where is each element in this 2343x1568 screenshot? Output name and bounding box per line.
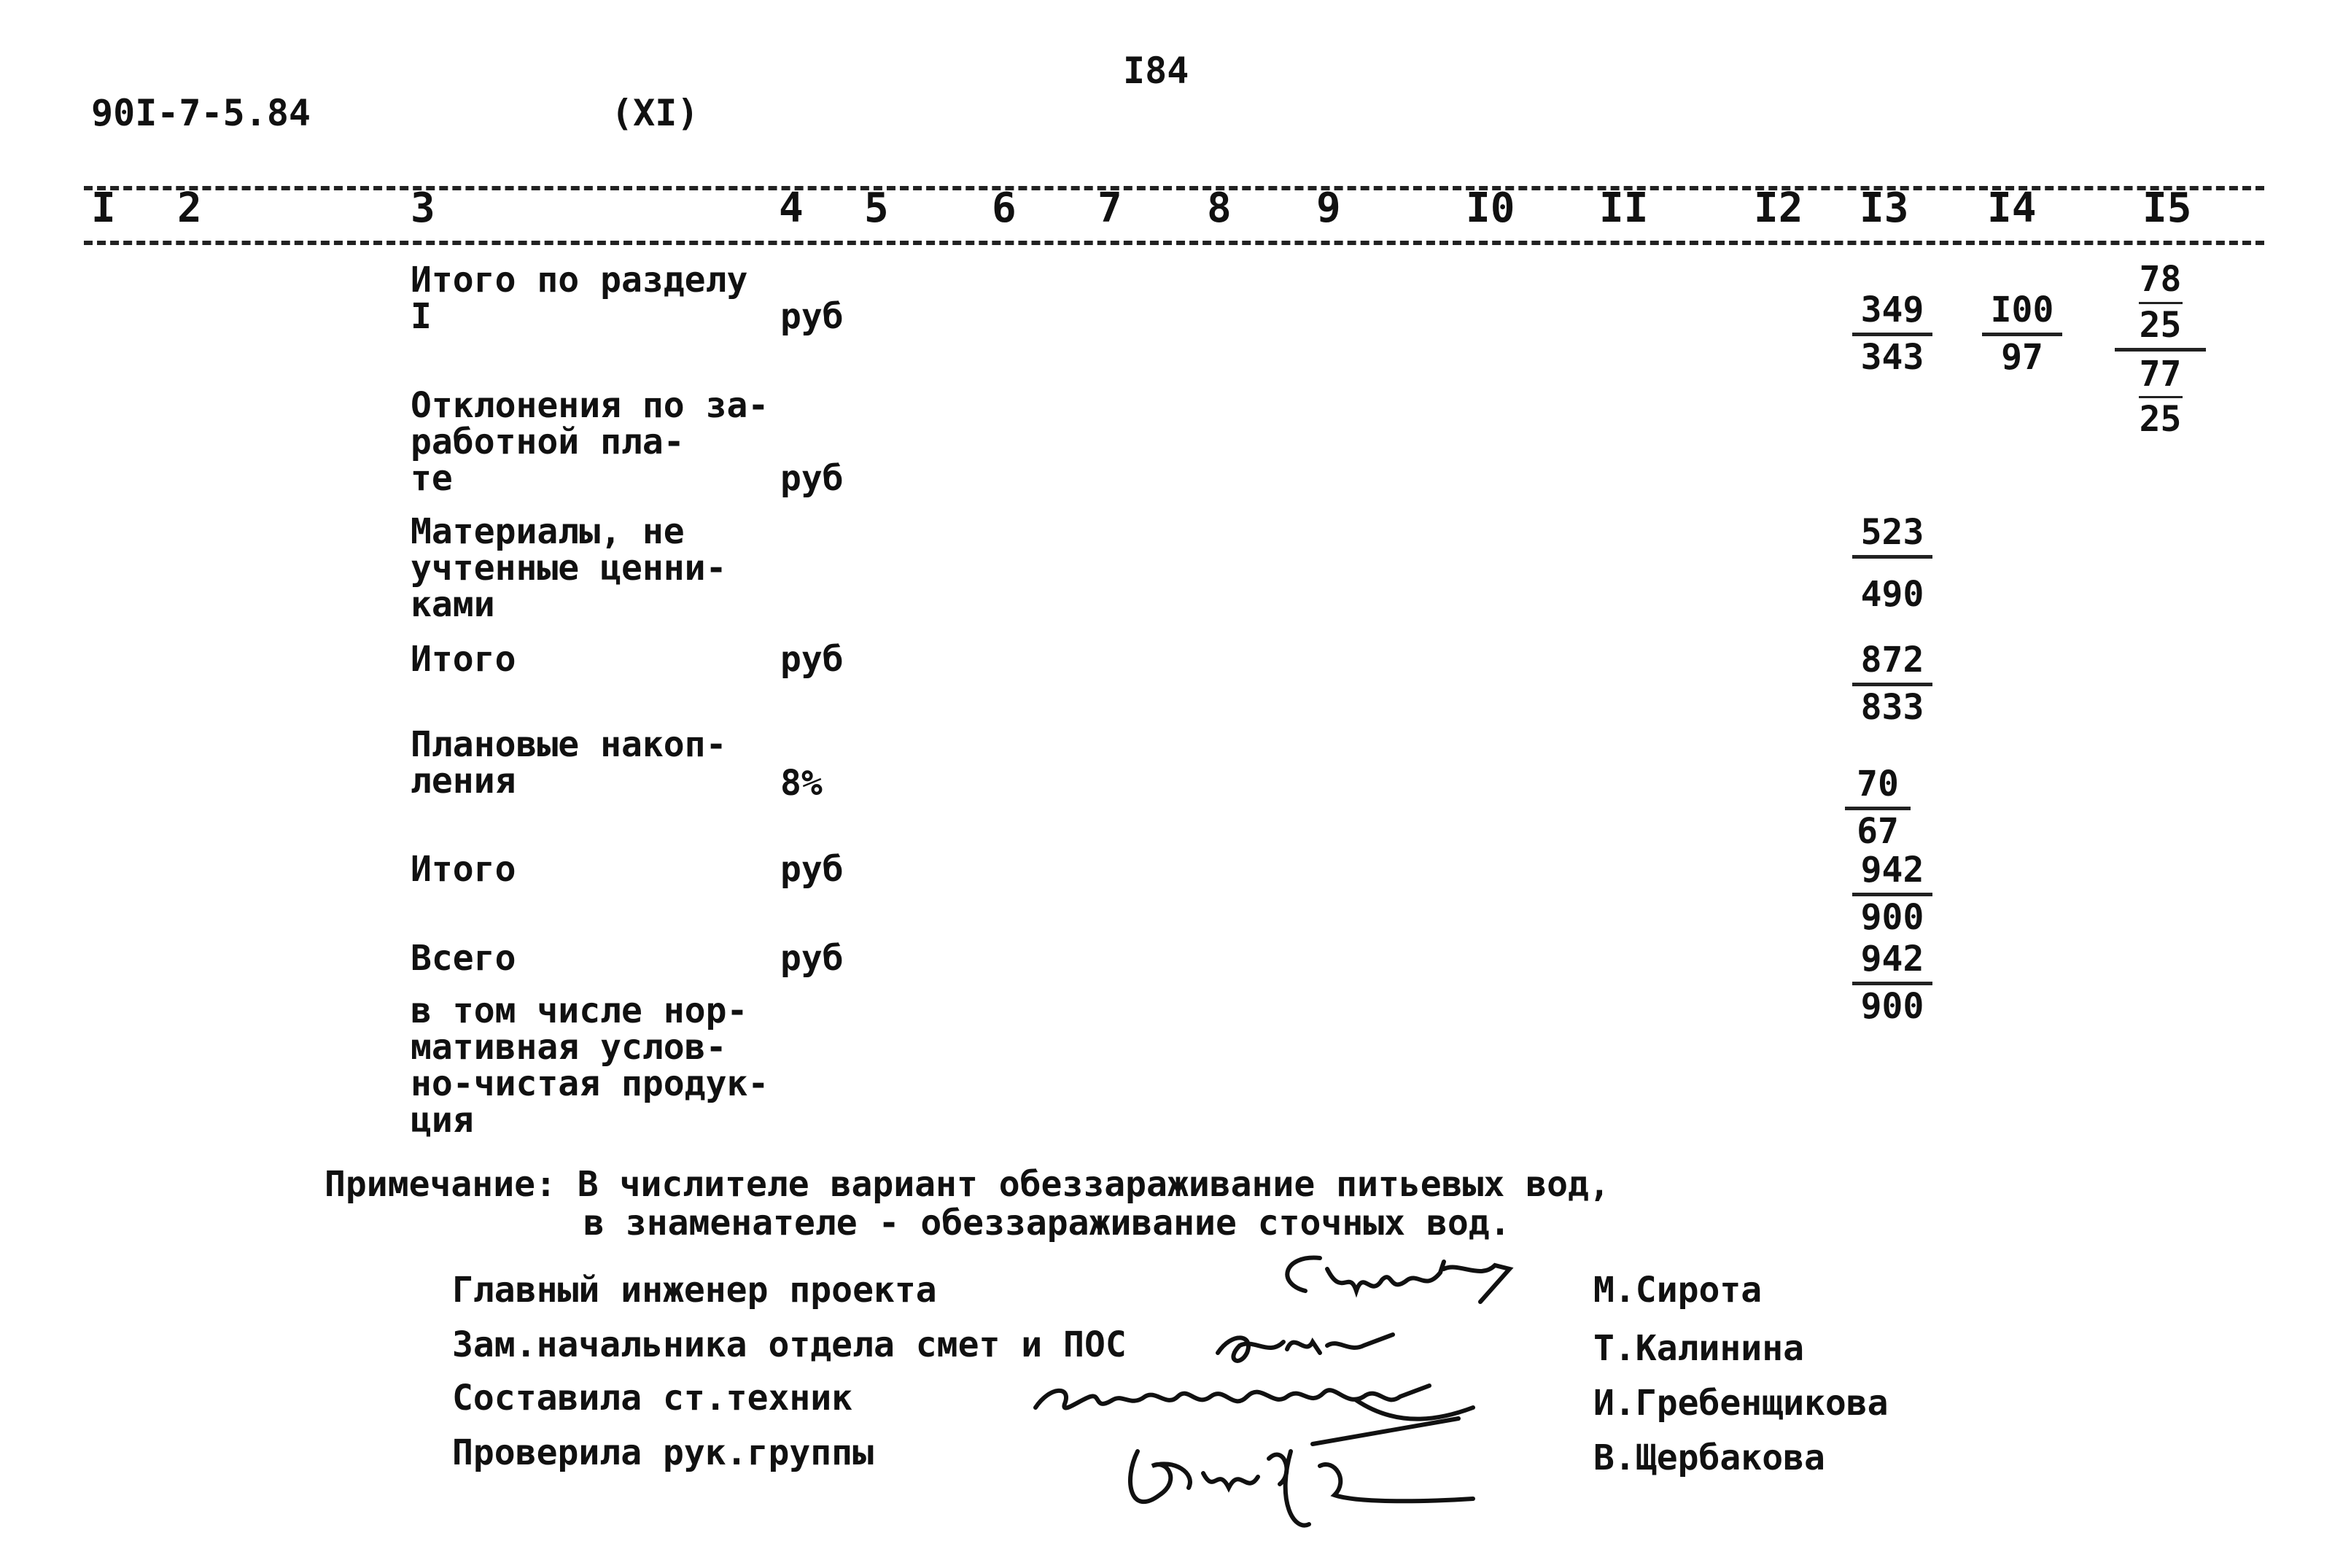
document-code: 90I-7-5.84: [91, 92, 311, 134]
col-1: I: [91, 185, 116, 232]
note-line-2: в знаменателе - обеззараживание сточных вод.: [583, 1203, 1511, 1243]
row-label: Итого: [411, 849, 516, 890]
numerator: 78: [2139, 261, 2183, 304]
row-label: ления: [411, 761, 516, 802]
value-col15: [2115, 261, 2206, 439]
numerator: 872: [1852, 642, 1932, 686]
row-subtotal-1: [411, 639, 516, 680]
numerator: I00: [1982, 292, 2062, 336]
signature-role: Составила ст.техник: [452, 1378, 853, 1418]
row-unit: руб: [780, 296, 844, 337]
row-label: ками: [411, 584, 495, 625]
col-6: 6: [992, 185, 1017, 232]
row-unit: руб: [780, 849, 844, 890]
header-rule-bottom: [84, 241, 2264, 245]
row-unit: руб: [780, 938, 844, 979]
row-materials: [411, 511, 727, 625]
denominator: 900: [1860, 896, 1924, 938]
value-col13: [1852, 514, 1932, 614]
row-label: ция: [411, 1100, 474, 1141]
row-label: Плановые накоп-: [411, 724, 727, 765]
value-col13: [1852, 292, 1932, 377]
denominator: 97: [2001, 336, 2043, 378]
handwritten-signature-1: [1262, 1240, 1531, 1320]
denominator: 490: [1860, 573, 1924, 615]
signature-role: Главный инженер проекта: [452, 1270, 937, 1311]
row-label: мативная услов-: [411, 1027, 727, 1068]
signatory-name: И.Гребенщикова: [1593, 1383, 1889, 1424]
numerator: 77: [2139, 356, 2183, 399]
signature-role: Проверила рук.группы: [452, 1432, 874, 1473]
row-label: Итого по разделу: [411, 260, 748, 300]
row-normative-product: [411, 990, 769, 1141]
col-12: I2: [1754, 185, 1803, 232]
col-5: 5: [864, 185, 889, 232]
col-15: I5: [2142, 185, 2192, 232]
handwritten-signature-4: [1108, 1415, 1488, 1539]
col-13: I3: [1860, 185, 1909, 232]
value-col14: [1982, 292, 2062, 377]
row-planned-savings: [411, 724, 727, 802]
col-11: II: [1599, 185, 1649, 232]
row-subtotal-2: [411, 849, 516, 890]
denominator: 900: [1860, 985, 1924, 1027]
numerator: 523: [1852, 514, 1932, 559]
row-unit: руб: [780, 458, 844, 499]
col-7: 7: [1097, 185, 1122, 232]
row-grand-total: [411, 938, 516, 979]
row-label: I: [411, 296, 432, 337]
denominator: 833: [1860, 686, 1924, 728]
row-label: Материалы, не: [411, 511, 685, 552]
numerator: 942: [1852, 941, 1932, 985]
col-8: 8: [1207, 185, 1232, 232]
row-label: Отклонения по за-: [411, 385, 769, 426]
row-label: работной пла-: [411, 422, 685, 462]
signatory-name: Т.Калинина: [1593, 1328, 1804, 1369]
numerator: 942: [1852, 852, 1932, 896]
row-label: Всего: [411, 938, 516, 979]
denominator: 25: [2115, 304, 2206, 352]
row-label: те: [411, 458, 453, 499]
numerator: 349: [1852, 292, 1932, 336]
denominator: 25: [2139, 399, 2182, 440]
value-col13: [1852, 852, 1932, 937]
row-label: но-чистая продук-: [411, 1063, 769, 1104]
value-col13: [1852, 642, 1932, 727]
value-col13: [1852, 941, 1932, 1026]
row-unit: руб: [780, 639, 844, 680]
col-4: 4: [779, 185, 804, 232]
page-number: I84: [1123, 50, 1189, 92]
col-2: 2: [177, 185, 202, 232]
section-number: (XI): [611, 92, 699, 134]
row-label: учтенные ценни-: [411, 548, 727, 589]
row-unit: 8%: [780, 763, 823, 804]
denominator: 343: [1860, 336, 1924, 378]
signatory-name: М.Сирота: [1593, 1270, 1763, 1311]
row-label: в том числе нор-: [411, 990, 748, 1031]
col-10: I0: [1466, 185, 1515, 232]
value-col13: [1845, 766, 1911, 851]
row-label: Итого: [411, 639, 516, 680]
col-3: 3: [411, 185, 435, 232]
row-section-total: [411, 260, 748, 337]
denominator: 67: [1857, 810, 1899, 852]
signature-role: Зам.начальника отдела смет и ПОС: [452, 1324, 1127, 1365]
col-9: 9: [1316, 185, 1341, 232]
row-wage-deviation: [411, 385, 769, 499]
col-14: I4: [1987, 185, 2037, 232]
signatory-name: В.Щербакова: [1593, 1437, 1825, 1478]
numerator: 70: [1845, 766, 1911, 810]
note-line-1: Примечание: В числителе вариант обеззараживание питьевых вод,: [325, 1164, 1610, 1205]
